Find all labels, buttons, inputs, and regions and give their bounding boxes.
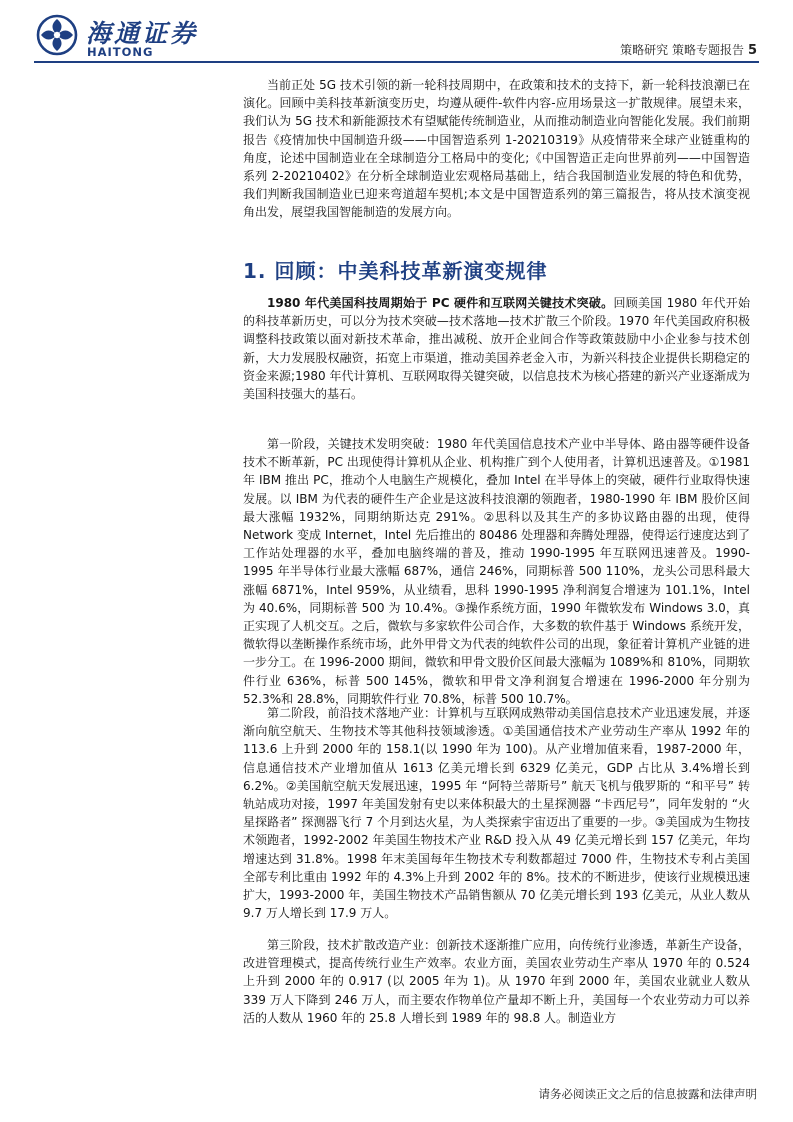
intro-paragraph: 当前正处 5G 技术引领的新一轮科技周期中，在政策和技术的支持下，新一轮科技浪潮已在演化。回顾中美科技革新演变历史，均遵从硬件-软件内容-应用场景这一扩散规律。展望未来，我们认为 5G 技术和新能源技术有望赋能传统制造业，从而推动制造业向智能化发展。我们前期报告《疫情加快中国制造升级——中国智造系列 1-20210319》从疫情带来全球产业链重构的角度，论述中国制造业在全球制造分工格局中的变化;《中国智造正走向世界前列——中国智造系列 2-20210402》在分析全球制造业宏观格局基础上，结合我国制造业发展的特色和优势，我们判断我国制造业已迎来弯道超车契机;本文是中国智造系列的第三篇报告，将从技术演变视角出发，展望我国智能制造的发展方向。 xyxy=(243,78,750,220)
paragraph-stage-three xyxy=(243,936,750,1027)
paragraph-stage-one xyxy=(243,435,750,708)
paragraph-lead: 1980 年代美国科技周期始于 PC 硬件和互联网关键技术突破。 xyxy=(267,296,614,310)
haitong-logo xyxy=(36,14,199,62)
report-category: 策略研究 策略专题报告 xyxy=(620,43,744,57)
page-number: 5 xyxy=(747,43,757,58)
section-heading: 1. 回顾：中美科技革新演变规律 xyxy=(243,259,548,283)
header-divider xyxy=(34,61,759,63)
paragraph-stage-two xyxy=(243,704,750,922)
page-header xyxy=(0,0,793,62)
intro-block xyxy=(243,76,750,222)
logo-chinese-name: 海通证券 xyxy=(86,19,199,48)
legal-disclaimer-footer: 请务必阅读正文之后的信息披露和法律声明 xyxy=(538,1087,757,1101)
paragraph-body: 回顾美国 1980 年代开始的科技革新历史，可以分为技术突破—技术落地—技术扩散三个阶段。1970 年代美国政府积极调整科技政策以面对新技术革命，推出减税、放开企业间合作等政策鼓励中小企业参与技术创新，大力发展股权融资，拓宽上市渠道，推动美国养老金入市，为新兴科技企业提供长期稳定的资金来源;1980 年代计算机、互联网取得关键突破，以信息技术为核心搭建的新兴产业逐渐成为美国科技强大的基石。 xyxy=(243,296,750,402)
paragraph-text: 第三阶段，技术扩散改造产业：创新技术逐渐推广应用，向传统行业渗透，革新生产设备，改进管理模式，提高传统行业生产效率。农业方面，美国农业劳动生产率从 1970 年的 0.524 上升到 2000 年的 0.917 (以 2005 年为 1)。从 1970 年到 2000 年，美国农业就业人数从 339 万人下降到 246 万人，而主要农作物单位产量却不断上升，美国每一个农业劳动力可以养活的人数从 1960 年的 25.8 人增长到 1989 年的 98.8 人。制造业方 xyxy=(243,938,750,1025)
paragraph-text: 第二阶段，前沿技术落地产业：计算机与互联网成熟带动美国信息技术产业迅速发展，并逐渐向航空航天、生物技术等其他科技领域渗透。①美国通信技术产业劳动生产率从 1992 年的 113.6 上升到 2000 年的 158.1(以 1990 年为 100)。从产业增加值来看，1987-2000 年，信息通信技术产业增加值从 1613 亿美元增长到 6329 亿美元，GDP 占比从 3.4%增长到 6.2%。②美国航空航天发展迅速，1995 年 “阿特兰蒂斯号” 航天飞机与俄罗斯的 “和平号” 转轨站成功对接，1997 年美国发射有史以来体积最大的土星探测器 “卡西尼号”，同年发射的 “火星探路者” 探测器飞行 7 个月到达火星，为人类探索宇宙迈出了重要的一步。③美国成为生物技术领跑者，1992-2002 年美国生物技术产业 R&D 投入从 49 亿美元增长到 157 亿美元，年均增速达到 31.8%。1998 年末美国每年生物技术专利数都超过 7000 件，生物技术专利占美国全部专利比重由 1992 年的 4.3%上升到 2002 年的 8%。技术的不断进步，使该行业规模迅速扩大，1993-2000 年，美国生物技术产品销售额从 70 亿美元增长到 193 亿美元，从业人数从 9.7 万人增长到 17.9 万人。 xyxy=(243,706,750,921)
logo-english-name: HAITONG xyxy=(87,45,154,59)
report-header-info xyxy=(620,41,757,58)
haitong-logo-mark-icon xyxy=(36,14,78,56)
paragraph-1980s-overview xyxy=(243,294,750,403)
paragraph-text: 第一阶段，关键技术发明突破：1980 年代美国信息技术产业中半导体、路由器等硬件设备技术不断革新，PC 出现使得计算机从企业、机构推广到个人使用者，计算机迅速普及。①1981 年 IBM 推出 PC，推动个人电脑生产规模化，叠加 Intel 在半导体上的突破，硬件行业取得快速发展。以 IBM 为代表的硬件生产企业是这波科技浪潮的领跑者，1980-1990 年 IBM 股价区间最大涨幅 1932%，同期纳斯达克 291%。②思科以及其生产的多协议路由器的出现，使得 Network 变成 Internet，Intel 先后推出的 80486 处理器和奔腾处理器，使得运行速度达到了工作站处理器的水平，叠加电脑终端的普及，推动 1990-1995 年互联网迅速普及。1990-1995 年半导体行业最大涨幅 687%，通信 246%，同期标普 500 110%，龙头公司思科最大涨幅 6871%，Intel 959%，从业绩看，思科 1990-1995 净利润复合增速为 101.1%，Intel 为 40.6%，同期标普 500 为 10.4%。③操作系统方面，1990 年微软发布 Windows 3.0，真正实现了人机交互。之后，微软与多家软件公司合作，大多数的软件基于 Windows 系统开发，微软得以垄断操作系统市场，此外甲骨文为代表的纯软件公司的出现，象征着计算机产业链的进一步分工。在 1996-2000 期间，微软和甲骨文股价区间最大涨幅为 1089%和 810%，同期软件行业 636%，标普 500 145%，微软和甲骨文净利润复合增速在 1996-2000 年分别为 52.3%和 28.8%，同期软件行业 70.8%，标普 500 10.7%。 xyxy=(243,437,750,706)
paragraph-text xyxy=(243,294,750,403)
